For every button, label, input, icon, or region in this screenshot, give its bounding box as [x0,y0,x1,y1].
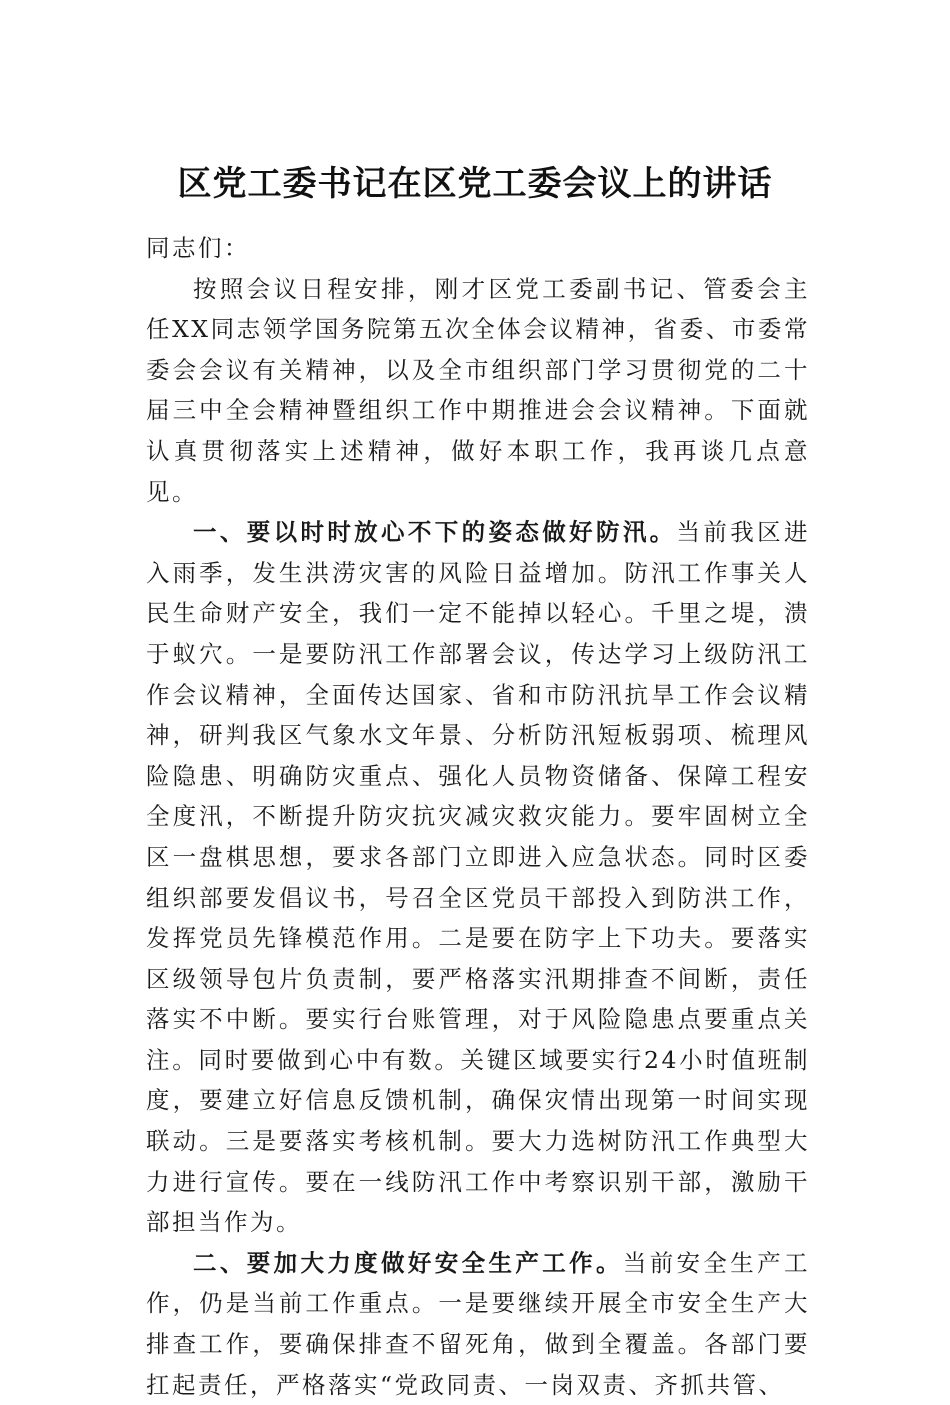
document-body [146,228,810,1405]
section-heading-2: 二、要加大力度做好安全生产工作。 [193,1248,623,1277]
intro-paragraph: 按照会议日程安排，刚才区党工委副书记、管委会主任XX同志领学国务院第五次全体会议精神，省委、市委常委会会议有关精神，以及全市组织部门学习贯彻党的二十届三中全会精神暨组织工作中期推进会会议精神。下面就认真贯彻落实上述精神，做好本职工作，我再谈几点意见。 [146,274,810,506]
section-paragraph-1 [146,512,810,1243]
document-title: 区党工委书记在区党工委会议上的讲话 [177,164,773,204]
section-text-2: 当前安全生产工作，仍是当前工作重点。一是要继续开展全市安全生产大排查工作，要确保排查不留死角，做到全覆盖。各部门要扛起责任，严格落实“党政同责、一岗双责、齐抓共管、 [146,1248,811,1399]
section-heading-1: 一、要以时时放心不下的姿态做好防汛。 [193,518,677,547]
section-text-1: 当前我区进入雨季，发生洪涝灾害的风险日益增加。防汛工作事关人民生命财产安全，我们一定不能掉以轻心。千里之堤，溃于蚁穴。一是要防汛工作部署会议，传达学习上级防汛工作会议精神，全面传达国家、省和市防汛抗旱工作会议精神，研判我区气象水文年景、分析防汛短板弱项、梳理风险隐患、明确防灾重点、强化人员物资储备、保障工程安全度汛，不断提升防灾抗灾减灾救灾能力。要牢固树立全区一盘棋思想，要求各部门立即进入应急状态。同时区委组织部要发倡议书，号召全区党员干部投入到防洪工作，发挥党员先锋模范作用。二是要在防字上下功夫。要落实区级领导包片负责制，要严格落实汛期排查不间断，责任落实不中断。要实行台账管理，对于风险隐患点要重点关注。同时要做到心中有数。关键区域要实行24小时值班制度，要建立好信息反馈机制，确保灾情出现第一时间实现联动。三是要落实考核机制。要大力选树防汛工作典型大力进行宣传。要在一线防汛工作中考察识别干部，激励干部担当作为。 [146,518,811,1237]
section-paragraph-2 [146,1243,810,1405]
salutation: 同志们： [146,234,250,262]
